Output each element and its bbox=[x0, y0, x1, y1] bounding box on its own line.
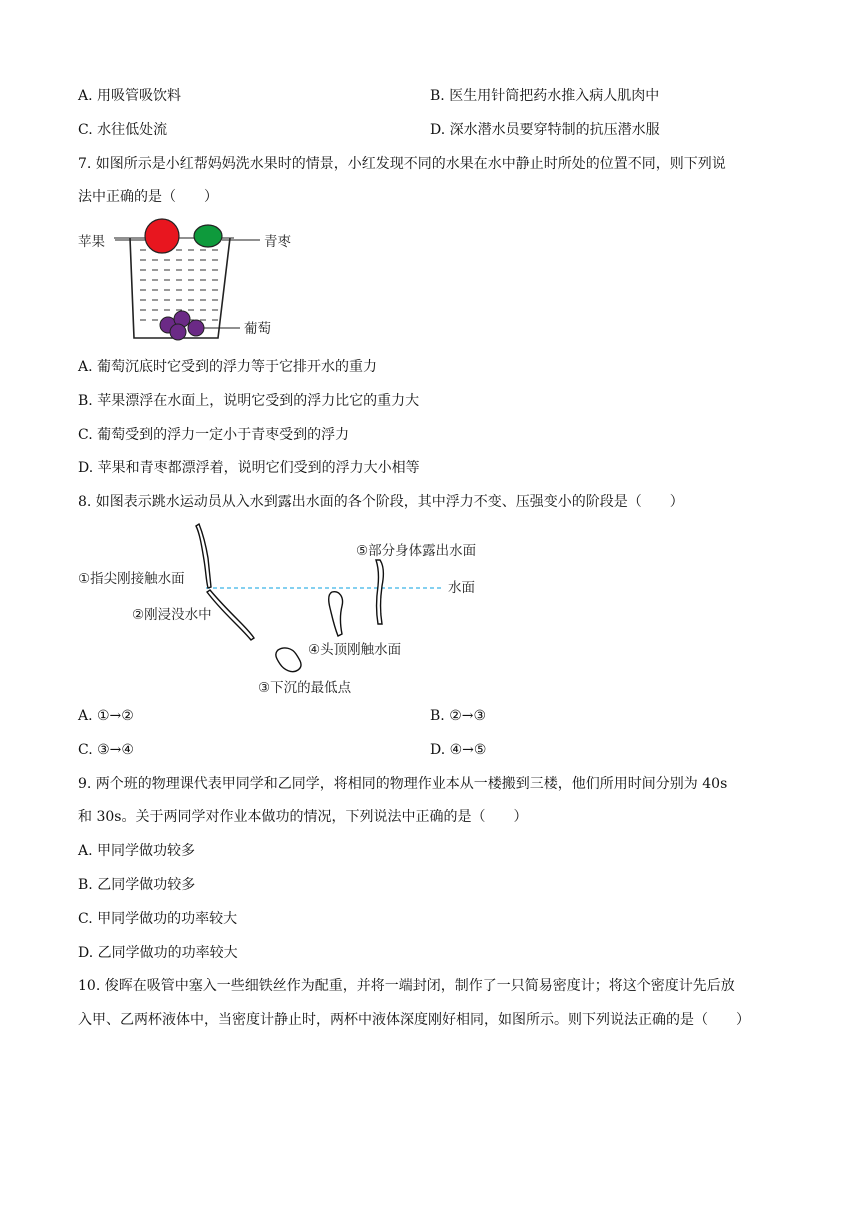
diver-stage2-icon bbox=[207, 590, 254, 640]
q8-option-b: B. ②→③ bbox=[430, 708, 487, 724]
stage3-label: ③下沉的最低点 bbox=[258, 680, 352, 696]
diver-stage1-icon bbox=[196, 524, 211, 588]
stage2-label: ②刚浸没水中 bbox=[132, 607, 212, 623]
q7-option-c: C. 葡萄受到的浮力一定小于青枣受到的浮力 bbox=[78, 427, 350, 443]
stage4-label: ④头顶刚触水面 bbox=[308, 642, 402, 658]
q6-option-d: D. 深水潜水员要穿特制的抗压潜水服 bbox=[430, 122, 660, 138]
water-surface-label: 水面 bbox=[448, 580, 475, 596]
q7-option-a: A. 葡萄沉底时它受到的浮力等于它排开水的重力 bbox=[78, 359, 378, 375]
diver-stage5-icon bbox=[376, 560, 383, 624]
q10-stem-line1: 10. 俊晖在吸管中塞入一些细铁丝作为配重，并将一端封闭，制作了一只简易密度计；将这个密度计先后放 bbox=[78, 978, 735, 994]
fruit-basin-figure bbox=[78, 216, 318, 351]
q9-option-c: C. 甲同学做功的功率较大 bbox=[78, 911, 238, 927]
diver-stage4-icon bbox=[329, 592, 343, 636]
jujube-label: 青枣 bbox=[264, 234, 291, 250]
q9-option-d: D. 乙同学做功的功率较大 bbox=[78, 945, 238, 961]
q7-option-b: B. 苹果漂浮在水面上，说明它受到的浮力比它的重力大 bbox=[78, 393, 420, 409]
q6-option-b: B. 医生用针筒把药水推入病人肌肉中 bbox=[430, 88, 660, 104]
q10-stem-line2: 入甲、乙两杯液体中，当密度计静止时，两杯中液体深度刚好相同，如图所示。则下列说法正确的是（ ） bbox=[78, 1012, 750, 1028]
q8-option-a: A. ①→② bbox=[78, 708, 134, 724]
q9-stem-line2: 和 30s。关于两同学对作业本做功的情况，下列说法中正确的是（ ） bbox=[78, 809, 528, 825]
apple-shape bbox=[145, 219, 179, 253]
q6-option-a: A. 用吸管吸饮料 bbox=[78, 88, 182, 104]
stage5-label: ⑤部分身体露出水面 bbox=[356, 543, 477, 559]
q9-stem-line1: 9. 两个班的物理课代表甲同学和乙同学，将相同的物理作业本从一楼搬到三楼，他们所用时间分别为 40s bbox=[78, 776, 728, 792]
q7-stem-line2: 法中正确的是（ ） bbox=[78, 189, 218, 205]
jujube-shape bbox=[194, 225, 222, 247]
q9-option-a: A. 甲同学做功较多 bbox=[78, 843, 196, 859]
grape-label: 葡萄 bbox=[244, 321, 271, 337]
q8-option-c: C. ③→④ bbox=[78, 742, 134, 758]
q9-option-b: B. 乙同学做功较多 bbox=[78, 877, 196, 893]
q7-stem-line1: 7. 如图所示是小红帮妈妈洗水果时的情景，小红发现不同的水果在水中静止时所处的位置不同，则下列说 bbox=[78, 156, 726, 172]
grapes-shape bbox=[160, 311, 204, 340]
apple-label: 苹果 bbox=[78, 234, 105, 250]
water-dashes bbox=[140, 250, 218, 320]
q8-stem: 8. 如图表示跳水运动员从入水到露出水面的各个阶段，其中浮力不变、压强变小的阶段是（ ） bbox=[78, 494, 684, 510]
q7-option-d: D. 苹果和青枣都漂浮着，说明它们受到的浮力大小相等 bbox=[78, 460, 420, 476]
q8-option-d: D. ④→⑤ bbox=[430, 742, 487, 758]
diver-stages-figure bbox=[78, 520, 498, 698]
stage1-label: ①指尖刚接触水面 bbox=[78, 571, 185, 587]
q6-option-c: C. 水往低处流 bbox=[78, 122, 168, 138]
diver-stage3-icon bbox=[276, 648, 301, 672]
